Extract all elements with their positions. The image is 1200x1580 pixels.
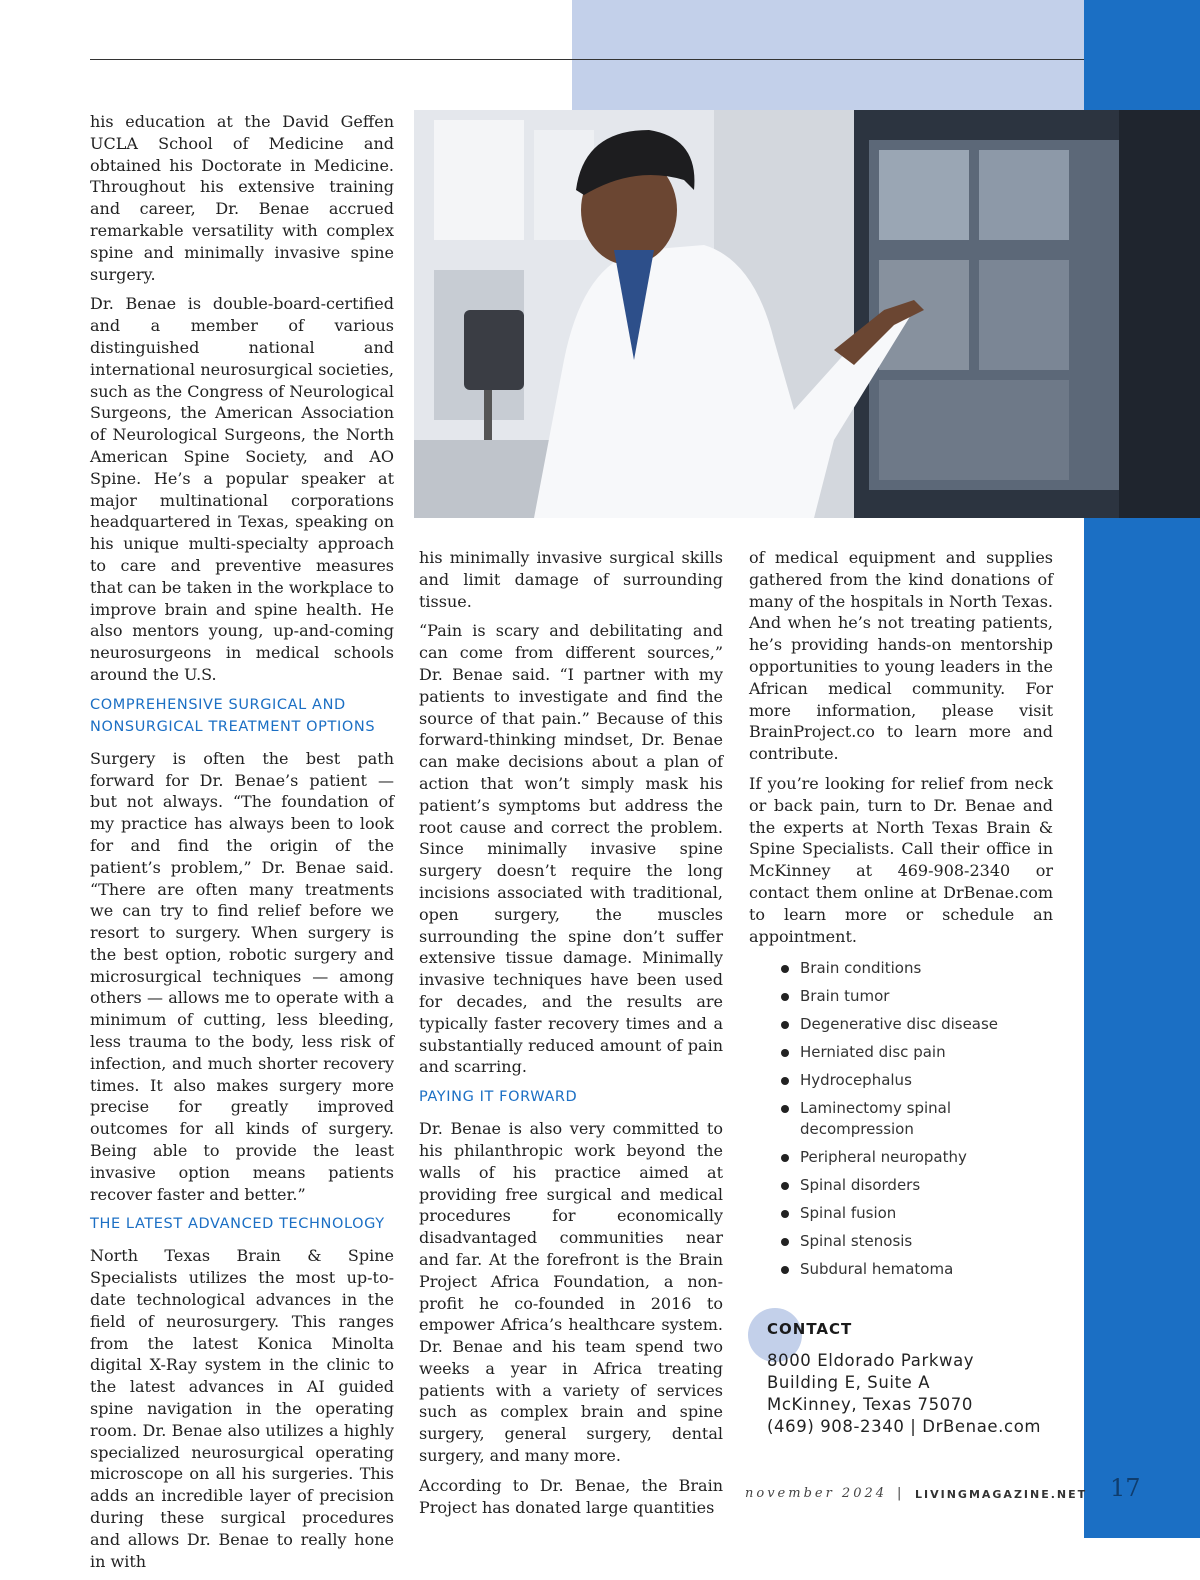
- footer-website: LIVINGMAGAZINE.NET: [915, 1488, 1088, 1501]
- list-item: Herniated disc pain: [780, 1042, 1060, 1063]
- section-heading-paying-it-forward: PAYING IT FORWARD: [419, 1089, 578, 1106]
- footer-separator: |: [897, 1486, 902, 1501]
- list-item: Spinal stenosis: [780, 1231, 1060, 1252]
- doctor-photo-illustration: [414, 110, 1200, 518]
- column3-paragraph-2: If you’re looking for relief from neck or back pain, turn to Dr. Benae and the experts at North Texas Brain & Spine Specialists. Call their office in McKinney at 469-908-2340 or contact them online at DrBenae.com to learn more or schedule an appointment.: [749, 773, 1053, 946]
- page-number: 17: [1110, 1474, 1141, 1502]
- list-item: Subdural hematoma: [780, 1259, 1060, 1280]
- column1-paragraph-1: his education at the David Geffen UCLA School of Medicine and obtained his Doctorate in Medicine. Throughout his extensive training and career, Dr. Benae accrued remarkable versatility with complex spine and minimally invasive spine surgery.: [90, 112, 394, 284]
- list-item: Hydrocephalus: [780, 1070, 1060, 1091]
- list-item: Brain conditions: [780, 958, 1060, 979]
- column1-paragraph-3: Surgery is often the best path forward for Dr. Benae’s patient — but not always. “The foundation of my practice has always been to look for and find the origin of the patient’s problem,” Dr. Benae said. “There are often many treatments we can try to find relief before we resort to surgery. When surgery is the best option, robotic surgery and microsurgical techniques — among others — allows me to operate with a minimum of cutting, less bleeding, less trauma to the body, less risk of infection, and much shorter recovery times. It also makes surgery more precise for greatly improved outcomes for all kinds of surgery. Being able to provide the least invasive option means patients recover faster and better.”: [90, 748, 394, 1204]
- contact-address-line-3: McKinney, Texas 75070: [767, 1395, 973, 1414]
- list-item: Laminectomy spinal decompression: [780, 1098, 1060, 1140]
- column3-paragraph-1: of medical equipment and supplies gathered from the kind donations of many of the hospitals in North Texas. And when he’s not treating patients, he’s providing hands-on mentorship opportunities to young leaders in the African medical community. For more information, please visit BrainProject.co to learn more and contribute.: [749, 548, 1053, 764]
- article-column-2: [419, 547, 723, 1526]
- contact-address-line-2: Building E, Suite A: [767, 1373, 931, 1392]
- article-column-3: [749, 547, 1053, 955]
- doctor-photo: [414, 110, 1200, 518]
- column2-paragraph-2: “Pain is scary and debilitating and can come from different sources,” Dr. Benae said. “I partner with my patients to investigate and find the source of that pain.” Because of this forward-thinking mindset, Dr. Benae can make decisions about a plan of action that won’t simply mask his patient’s symptoms but address the root cause and correct the problem. Since minimally invasive spine surgery doesn’t require the long incisions associated with traditional, open surgery, the muscles surrounding the spine don’t suffer extensive tissue damage. Minimally invasive techniques have been used for decades, and the results are typically faster recovery times and a substantially reduced amount of pain and scarring.: [419, 621, 723, 1077]
- column1-paragraph-4: North Texas Brain & Spine Specialists utilizes the most up-to-date technological advances in the field of neurosurgery. This ranges from the latest Konica Minolta digital X-Ray system in the clinic to the latest advances in AI guided spine navigation in the operating room. Dr. Benae also utilizes a highly specialized neurosurgical operating microscope on all his surgeries. This adds an incredible layer of precision during these surgical procedures and allows Dr. Benae to really hone in with: [90, 1246, 394, 1571]
- conditions-list: [780, 958, 1060, 1287]
- column2-paragraph-4: According to Dr. Benae, the Brain Project has donated large quantities: [419, 1475, 723, 1517]
- list-item: Spinal fusion: [780, 1203, 1060, 1224]
- page-footer: [745, 1486, 1088, 1506]
- column1-paragraph-2: Dr. Benae is double-board-certified and a member of various distinguished national and international neurosurgical societies, such as the Congress of Neurological Surgeons, the American Association of Neurological Surgeons, the North American Spine Society, and AO Spine. He’s a popular speaker at major multinational corporations headquartered in Texas, speaking on his unique multi-specialty approach to care and preventive measures that can be taken in the workplace to improve brain and spine health. He also mentors young, up-and-coming neurosurgeons in medical schools around the U.S.: [90, 294, 394, 684]
- list-item: Spinal disorders: [780, 1175, 1060, 1196]
- section-heading-treatment-options: COMPREHENSIVE SURGICAL AND NONSURGICAL TREATMENT OPTIONS: [90, 696, 376, 735]
- list-item: Degenerative disc disease: [780, 1014, 1060, 1035]
- contact-details: [767, 1350, 1041, 1438]
- section-heading-technology: THE LATEST ADVANCED TECHNOLOGY: [90, 1216, 385, 1233]
- header-light-blue-block: [572, 0, 1084, 110]
- header-rule: [90, 59, 1084, 60]
- column2-paragraph-3: Dr. Benae is also very committed to his philanthropic work beyond the walls of his practice aimed at providing free surgical and medical procedures for economically disadvantaged communities near and far. At the forefront is the Brain Project Africa Foundation, a non-profit he co-founded in 2016 to empower Africa’s healthcare system. Dr. Benae and his team spend two weeks a year in Africa treating patients with a variety of services such as complex brain and spine surgery, general surgery, dental surgery, and many more.: [419, 1119, 723, 1466]
- column2-paragraph-1: his minimally invasive surgical skills and limit damage of surrounding tissue.: [419, 548, 723, 611]
- list-item: Brain tumor: [780, 986, 1060, 1007]
- list-item: Peripheral neuropathy: [780, 1147, 1060, 1168]
- article-column-1: [90, 111, 394, 1580]
- footer-date: november 2024: [745, 1486, 888, 1501]
- contact-phone-website: (469) 908-2340 | DrBenae.com: [767, 1417, 1042, 1436]
- contact-heading: CONTACT: [767, 1320, 853, 1338]
- contact-address-line-1: 8000 Eldorado Parkway: [767, 1351, 975, 1370]
